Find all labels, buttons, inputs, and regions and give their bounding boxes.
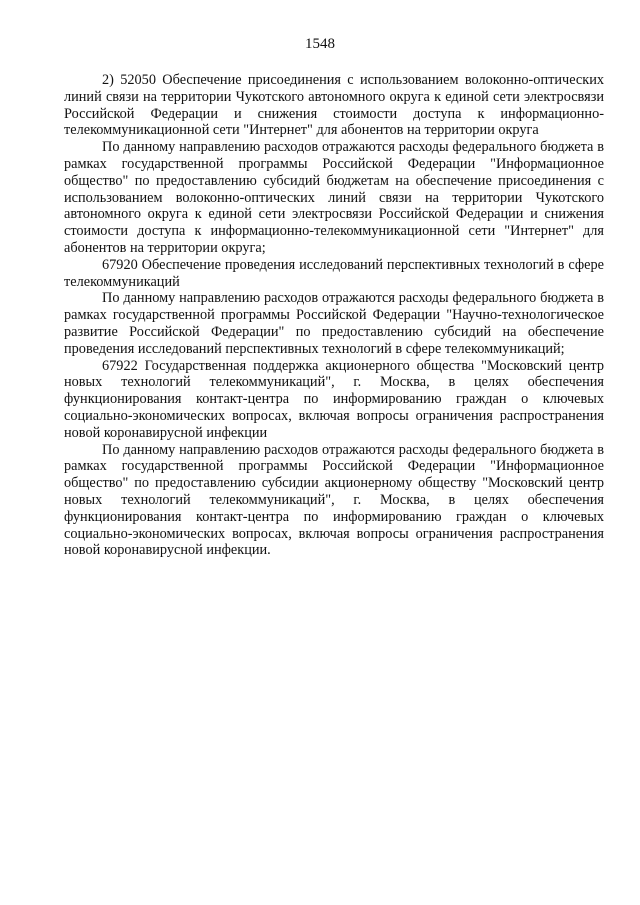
paragraph: 67922 Государственная поддержка акционерного общества "Московский центр новых технологий телекоммуникаций", г. Москва, в целях обеспечения функционирования контакт-центра по информированию граждан о ключевых социально-экономических вопросах, включая вопросы ограничения распространения новой коронавирусной инфекции (64, 357, 604, 441)
paragraph: По данному направлению расходов отражаются расходы федерального бюджета в рамках государственной программы Российской Федерации "Научно-технологическое развитие Российской Федерации" по предоставлению субсидий на обеспечение проведения исследований перспективных технологий в сфере телекоммуникаций; (64, 290, 604, 357)
paragraph: 2) 52050 Обеспечение присоединения с использованием волоконно-оптических линий связи на территории Чукотского автономного округа к единой сети электросвязи Российской Федерации и снижения стоимости доступа к информационно-телекоммуникационной сети "Интернет" для абонентов на территории округа (64, 72, 604, 139)
paragraph: По данному направлению расходов отражаются расходы федерального бюджета в рамках государственной программы Российской Федерации "Информационное общество" по предоставлению субсидий бюджетам на обеспечение присоединения с использованием волоконно-оптических линий связи на территории Чукотского автономного округа к единой сети электросвязи Российской Федерации и снижения стоимости доступа к информационно-телекоммуникационной сети "Интернет" для абонентов на территории округа; (64, 139, 604, 256)
paragraph: По данному направлению расходов отражаются расходы федерального бюджета в рамках государственной программы Российской Федерации "Информационное общество" по предоставлению субсидии акционерному обществу "Московский центр новых технологий телекоммуникаций", г. Москва, в целях обеспечения функционирования контакт-центра по информированию граждан о ключевых социально-экономических вопросах, включая вопросы ограничения распространения новой коронавирусной инфекции. (64, 441, 604, 559)
page-number: 1548 (305, 36, 335, 52)
document-body (64, 72, 604, 559)
paragraph: 67920 Обеспечение проведения исследований перспективных технологий в сфере телекоммуникаций (64, 256, 604, 290)
